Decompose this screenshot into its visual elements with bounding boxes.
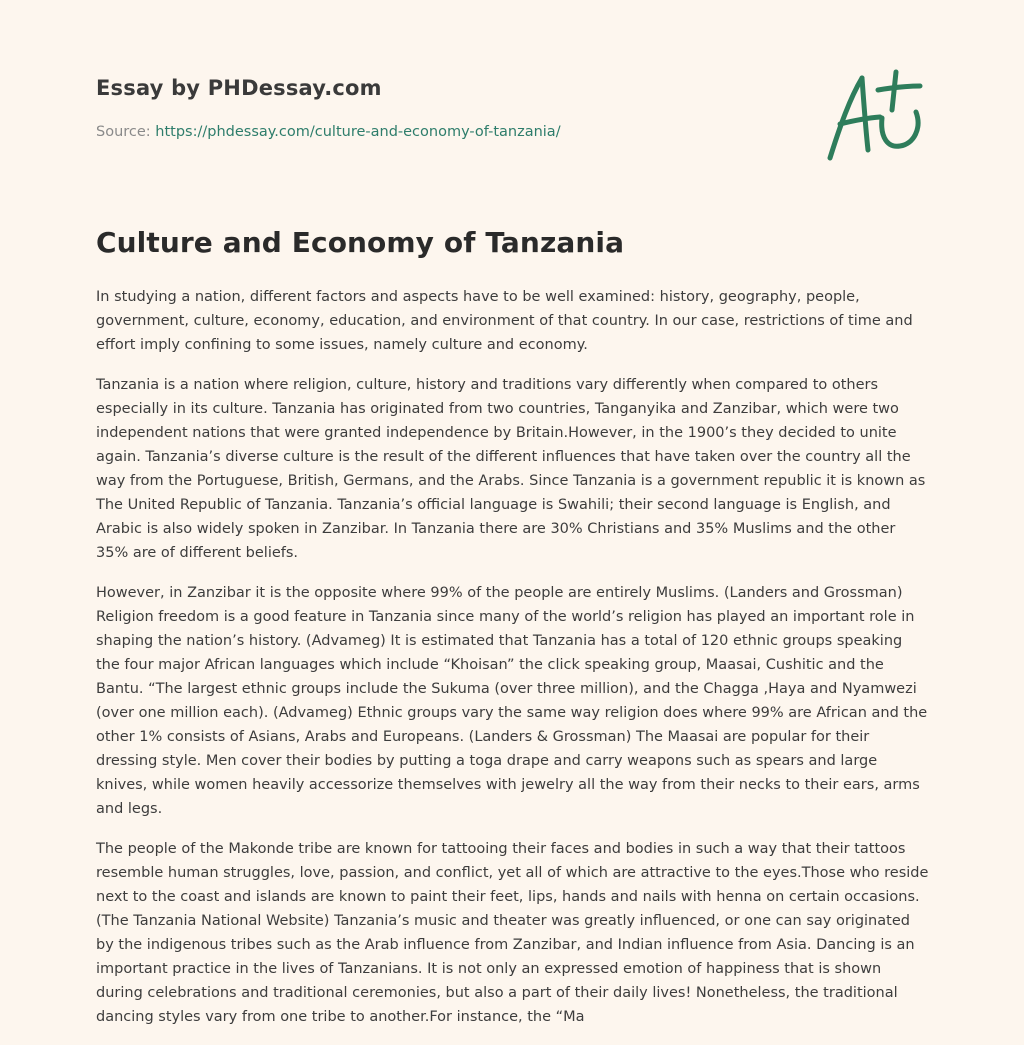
source-label: Source:: [96, 124, 156, 140]
essay-paragraph: However, in Zanzibar it is the opposite where 99% of the people are entirely Muslims. (Landers and Grossman) Religion freedom is a good feature in Tanzania since many of the world’s religion has played an important role in shaping the nation’s history. (Advameg) It is estimated that Tanzania has a total of 120 ethnic groups speaking the four major African languages which include “Khoisan” the click speaking group, Maasai, Cushitic and the Bantu. “The largest ethnic groups include the Sukuma (over three million), and the Chagga ,Haya and Nyamwezi (over one million each). (Advameg) Ethnic groups vary the same way religion does where 99% are African and the other 1% consists of Asians, Arabs and Europeans. (Landers & Grossman) The Maasai are popular for their dressing style. Men cover their bodies by putting a toga drape and carry weapons such as spears and large knives, while women heavily accessorize themselves with jewelry all the way from their necks to their ears, arms and legs.: [96, 585, 928, 817]
site-brand: Essay by PHDessay.com: [96, 76, 382, 100]
source-line: [96, 124, 561, 140]
a-plus-grade-icon: [822, 66, 932, 166]
essay-paragraph: Tanzania is a nation where religion, culture, history and traditions vary differently when compared to others especially in its culture. Tanzania has originated from two countries, Tanganyika and Zanzibar, which were two independent nations that were granted independence by Britain.However, in the 1900’s they decided to unite again. Tanzania’s diverse culture is the result of the different influences that have taken over the country all the way from the Portuguese, British, Germans, and the Arabs. Since Tanzania is a government republic it is known as The United Republic of Tanzania. Tanzania’s official language is Swahili; their second language is English, and Arabic is also widely spoken in Zanzibar. In Tanzania there are 30% Christians and 35% Muslims and the other 35% are of different beliefs.: [96, 377, 926, 561]
essay-paragraph: In studying a nation, different factors and aspects have to be well examined: history, geography, people, government, culture, economy, education, and environment of that country. In our case, restrictions of time and effort imply confining to some issues, namely culture and economy.: [96, 289, 913, 353]
essay-paragraph: The people of the Makonde tribe are known for tattooing their faces and bodies in such a way that their tattoos resemble human struggles, love, passion, and conflict, yet all of which are attractive to the eyes.Those who reside next to the coast and islands are known to paint their feet, lips, hands and nails with henna on certain occasions. (The Tanzania National Website) Tanzania’s music and theater was greatly influenced, or one can say originated by the indigenous tribes such as the Arab influence from Zanzibar, and Indian influence from Asia. Dancing is an important practice in the lives of Tanzanians. It is not only an expressed emotion of happiness that is shown during celebrations and traditional ceremonies, but also a part of their daily lives! Nonetheless, the traditional dancing styles vary from one tribe to another.For instance, the “Ma: [96, 841, 929, 1025]
essay-body: [96, 285, 930, 1045]
essay-title: Culture and Economy of Tanzania: [96, 226, 625, 259]
source-link[interactable]: https://phdessay.com/culture-and-economy-of-tanzania/: [155, 124, 561, 140]
